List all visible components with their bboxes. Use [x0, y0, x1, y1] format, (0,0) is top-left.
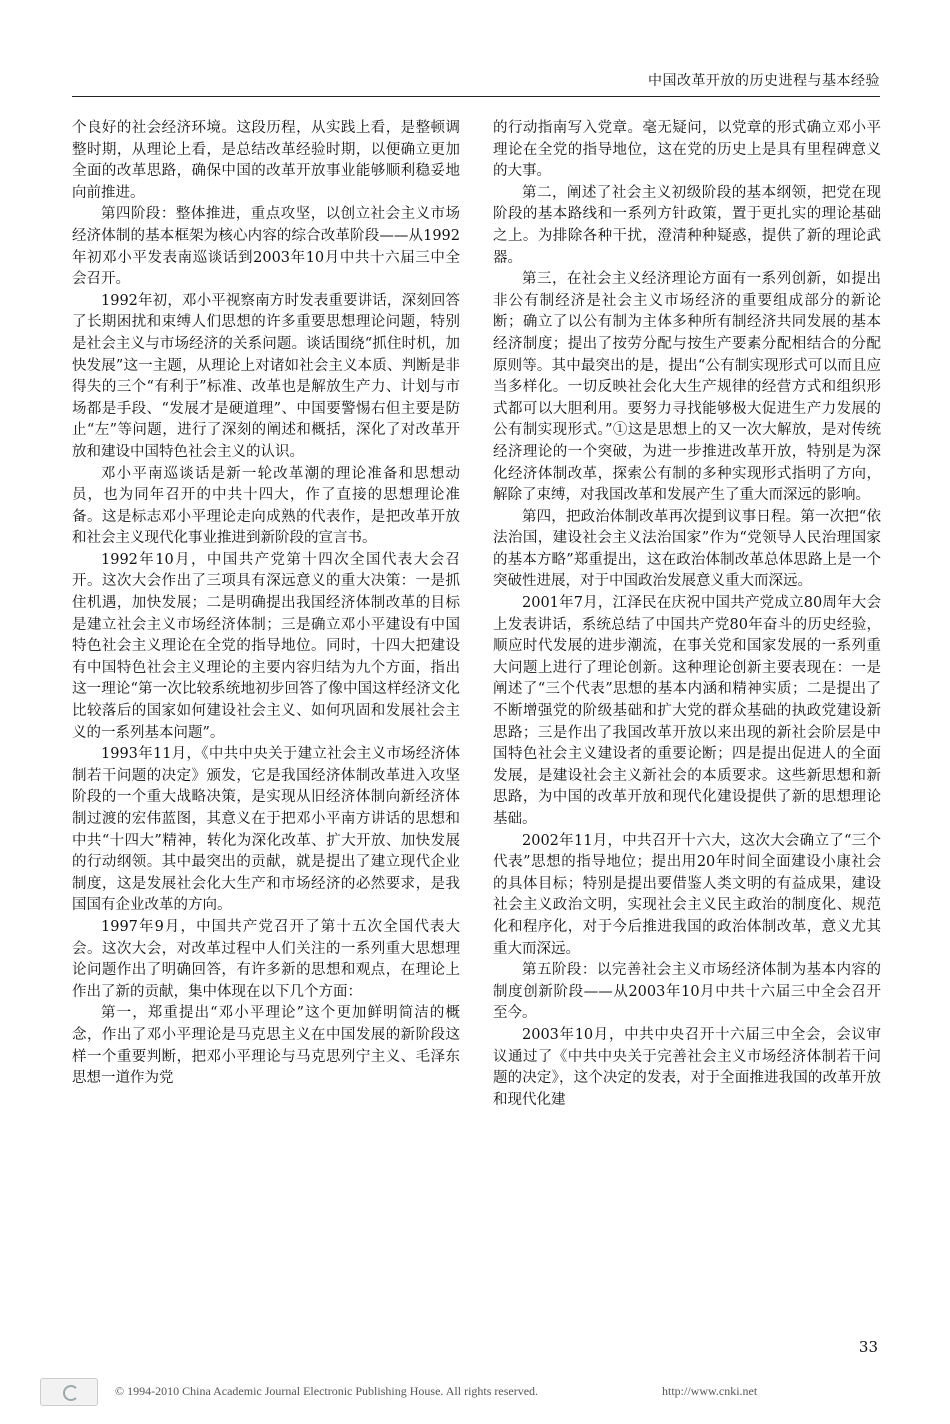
paragraph: 1997年9月，中国共产党召开了第十五次全国代表大会。这次大会，对改革过程中人们关注的一系列重大思想理论问题作出了明确回答，有许多新的思想和观点，在理论上作出了新的贡献，集中体现在以下几个方面： [72, 918, 460, 1000]
cnki-logo-icon [40, 1378, 98, 1406]
paragraph: 个良好的社会经济环境。这段历程，从实践上看，是整顿调整时期，从理论上看，是总结改革经验时期，以便确立更加全面的改革思路，确保中国的改革开放事业能够顺利稳妥地向前推进。 [72, 120, 460, 201]
paragraph: 第三，在社会主义经济理论方面有一系列创新，如提出非公有制经济是社会主义市场经济的重要组成部分的新论断；确立了以公有制为主体多种所有制经济共同发展的基本经济制度；提出了按劳分配与按生产要素分配相结合的分配原则等。其中最突出的是，提出“公有制实现形式可以而且应当多样化。一切反映社会化大生产规律的经营方式和组织形式都可以大胆利用。要努力寻找能够极大促进生产力发展的公有制实现形式。”①这是思想上的又一次大解放，是对传统经济理论的一个突破，为进一步推进改革开放，特别是为深化经济体制改革，探索公有制的多种实现形式指明了方向，解除了束缚，对我国改革和发展产生了重大而深远的影响。 [493, 271, 881, 504]
page-number: 33 [858, 1338, 878, 1356]
paragraph: 第四，把政治体制改革再次提到议事日程。第一次把“依法治国，建设社会主义法治国家”作为“党领导人民治理国家的基本方略”郑重提出，这在政治体制改革总体思路上是一个突破性进展，对于中国政治发展意义重大而深远。 [493, 508, 881, 590]
paragraph: 1993年11月，《中共中央关于建立社会主义市场经济体制若干问题的决定》颁发，它是我国经济体制改革进入攻坚阶段的一个重大战略决策，是实现从旧经济体制向新经济体制过渡的宏伟蓝图，其意义在于把邓小平南方讲话的思想和中共“十四大”精神，转化为深化改革、扩大开放、加快发展的行动纲领。其中最突出的贡献，就是提出了建立现代企业制度，这是发展社会化大生产和市场经济的必然要求，是我国国有企业改革的方向。 [72, 746, 460, 914]
paragraph: 第四阶段：整体推进，重点攻坚，以创立社会主义市场经济体制的基本框架为核心内容的综合改革阶段——从1992年初邓小平发表南巡谈话到2003年10月中共十六届三中全会召开。 [72, 206, 460, 288]
right-column [493, 118, 881, 1111]
running-title: 中国改革开放的历史进程与基本经验 [648, 73, 880, 89]
paragraph: 1992年初，邓小平视察南方时发表重要讲话，深刻回答了长期困扰和束缚人们思想的许多重要思想理论问题，特别是社会主义与市场经济的关系问题。谈话围绕“抓住时机，加快发展”这一主题，从理论上对诸如社会主义本质、判断是非得失的三个“有利于”标准、改革也是解放生产力、计划与市场都是手段、“发展才是硬道理”、中国要警惕右但主要是防止“左”等问题，进行了深刻的阐述和概括，深化了对改革开放和建设中国特色社会主义的认识。 [72, 292, 460, 460]
paragraph: 第一，郑重提出“邓小平理论”这个更加鲜明简洁的概念，作出了邓小平理论是马克思主义在中国发展的新阶段这样一个重要判断，把邓小平理论与马克思列宁主义、毛泽东思想一道作为党 [72, 1005, 460, 1087]
paragraph: 的行动指南写入党章。毫无疑问，以党章的形式确立邓小平理论在全党的指导地位，这在党的历史上是具有里程碑意义的大事。 [493, 120, 881, 180]
paragraph: 2003年10月，中共中央召开十六届三中全会，会议审议通过了《中共中央关于完善社会主义市场经济体制若干问题的决定》，这个决定的发表，对于全面推进我国的改革开放和现代化建 [493, 1026, 881, 1108]
paragraph: 第二，阐述了社会主义初级阶段的基本纲领，把党在现阶段的基本路线和一系列方针政策，置于更扎实的理论基础之上。为排除各种干扰，澄清种种疑惑，提供了新的理论武器。 [493, 184, 881, 266]
copyright-notice: © 1994-2010 China Academic Journal Electronic Publishing House. All rights reserved. [115, 1384, 539, 1398]
paragraph: 邓小平南巡谈话是新一轮改革潮的理论准备和思想动员，也为同年召开的中共十四大，作了直接的思想理论准备。这是标志邓小平理论走向成熟的代表作，是把改革开放和社会主义现代化事业推进到新阶段的宣言书。 [72, 465, 460, 547]
paragraph: 2002年11月，中共召开十六大，这次大会确立了“三个代表”思想的指导地位；提出用20年时间全面建设小康社会的具体目标；特别是提出要借鉴人类文明的有益成果，建设社会主义政治文明，实现社会主义民主政治的制度化、规范化和程序化，对于今后推进我国的政治体制改革，意义尤其重大而深远。 [493, 832, 881, 957]
paragraph: 1992年10月，中国共产党第十四次全国代表大会召开。这次大会作出了三项具有深远意义的重大决策：一是抓住机遇，加快发展；二是明确提出我国经济体制改革的目标是建立社会主义市场经济体制；三是确立邓小平建设有中国特色社会主义理论在全党的指导地位。同时，十四大把建设有中国特色社会主义理论的主要内容归结为九个方面，指出这一理论“第一次比较系统地初步回答了像中国这样经济文化比较落后的国家如何建设社会主义、如何巩固和发展社会主义的一系列基本问题”。 [72, 551, 460, 741]
paragraph: 第五阶段：以完善社会主义市场经济体制为基本内容的制度创新阶段——从2003年10月中共十六届三中全会召开至今。 [493, 962, 881, 1022]
header-rule [72, 96, 880, 97]
paragraph: 2001年7月，江泽民在庆祝中国共产党成立80周年大会上发表讲话，系统总结了中国共产党80年奋斗的历史经验，顺应时代发展的进步潮流，在事关党和国家发展的一系列重大问题上进行了理论创新。这种理论创新主要表现在：一是阐述了“三个代表”思想的基本内涵和精神实质；二是提出了不断增强党的阶级基础和扩大党的群众基础的执政党建设新思路；三是作出了我国改革开放以来出现的新社会阶层是中国特色社会主义建设者的重要论断；四是提出促进人的全面发展，是建设社会主义新社会的本质要求。这些新思想和新思路，为中国的改革开放和现代化建设提供了新的思想理论基础。 [493, 595, 881, 827]
footer [40, 1378, 910, 1408]
left-column [72, 118, 460, 1090]
footer-url[interactable]: http://www.cnki.net [662, 1384, 758, 1398]
